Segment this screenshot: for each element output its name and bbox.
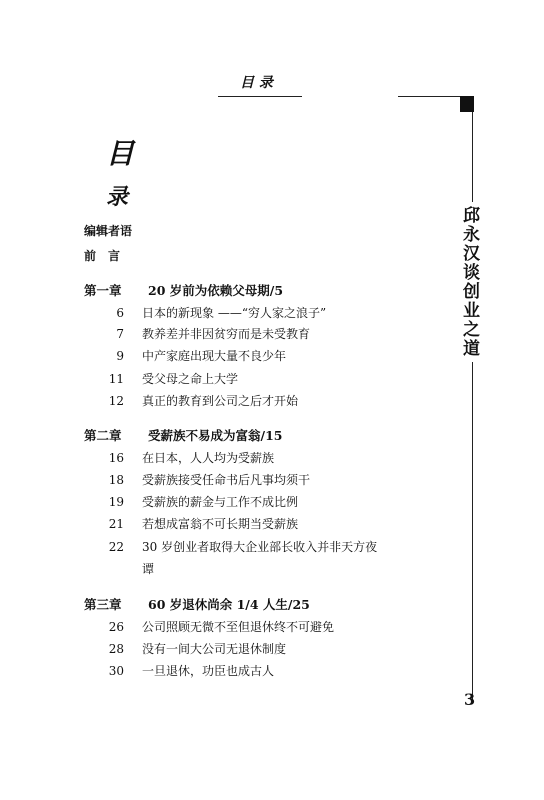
toc-entry: [84, 304, 326, 321]
entry-page: 7: [116, 327, 124, 341]
entry-page: 11: [108, 372, 124, 386]
page-number: 3: [464, 690, 476, 709]
toc-entry: [84, 662, 274, 679]
margin-rule-horizontal: [398, 96, 464, 97]
toc-entry-continuation: [84, 560, 154, 577]
chapter-label: 第三章: [84, 597, 122, 612]
entry-text: 受薪族的薪金与工作不成比例: [142, 495, 299, 509]
entry-page: 12: [108, 394, 124, 408]
entry-text: 一旦退休，功臣也成古人: [142, 664, 275, 678]
running-head-rule: [218, 96, 302, 97]
toc-entry: [84, 325, 310, 342]
toc-title-char-2: 录: [106, 184, 129, 210]
entry-page: 16: [108, 451, 124, 465]
chapter-label: 第二章: [84, 428, 122, 443]
entry-page: 18: [108, 473, 124, 487]
entry-page: 30: [108, 664, 124, 678]
entry-text: 在日本，人人均为受薪族: [142, 451, 275, 465]
entry-text: 没有一间大公司无退休制度: [142, 642, 287, 656]
chapter-title: 20 岁前为依赖父母期/5: [148, 283, 284, 298]
entry-text: 教养差并非因贫穷而是未受教育: [142, 327, 311, 341]
entry-page: 19: [108, 495, 124, 509]
entry-page: 22: [108, 540, 124, 554]
chapter-title: 60 岁退休尚余 1/4 人生/25: [148, 597, 310, 612]
toc-entry: [84, 538, 377, 555]
toc-entry: [84, 392, 298, 409]
entry-text: 真正的教育到公司之后才开始: [142, 394, 299, 408]
toc-entry: [84, 618, 334, 635]
entry-text: 30 岁创业者取得大企业部长收入并非天方夜: [142, 540, 378, 554]
running-head: 目 录: [240, 75, 273, 91]
entry-page: 26: [108, 620, 124, 634]
toc-entry: [84, 347, 286, 364]
toc-title-char-1: 目: [106, 137, 135, 170]
chapter-title: 受薪族不易成为富翁/15: [148, 428, 283, 443]
chapter-heading: [84, 281, 283, 299]
margin-rule-vertical: [472, 96, 473, 700]
entry-text: 受父母之命上大学: [142, 372, 239, 386]
entry-text: 谭: [142, 562, 155, 576]
front-matter-editor-note: 编辑者语: [84, 224, 133, 238]
toc-entry: [84, 515, 298, 532]
entry-page: 21: [108, 517, 124, 531]
toc-entry: [84, 449, 274, 466]
toc-entry: [84, 471, 310, 488]
toc-entry: [84, 493, 298, 510]
corner-block: [460, 96, 474, 112]
chapter-heading: [84, 426, 282, 444]
toc-entry: [84, 640, 286, 657]
entry-page: 28: [108, 642, 124, 656]
entry-text: 受薪族接受任命书后凡事均须干: [142, 473, 311, 487]
entry-text: 中产家庭出现大量不良少年: [142, 349, 287, 363]
front-matter-preface: 前 言: [84, 249, 121, 263]
entry-page: 9: [116, 349, 124, 363]
chapter-heading: [84, 595, 310, 613]
chapter-label: 第一章: [84, 283, 122, 298]
toc-entry: [84, 370, 238, 387]
entry-text: 日本的新现象 ——“穷人家之浪子”: [142, 306, 327, 320]
entry-text: 若想成富翁不可长期当受薪族: [142, 517, 299, 531]
entry-text: 公司照顾无微不至但退休终不可避免: [142, 620, 335, 634]
book-title-vertical: 邱永汉谈创业之道: [458, 202, 482, 362]
entry-page: 6: [116, 306, 124, 320]
